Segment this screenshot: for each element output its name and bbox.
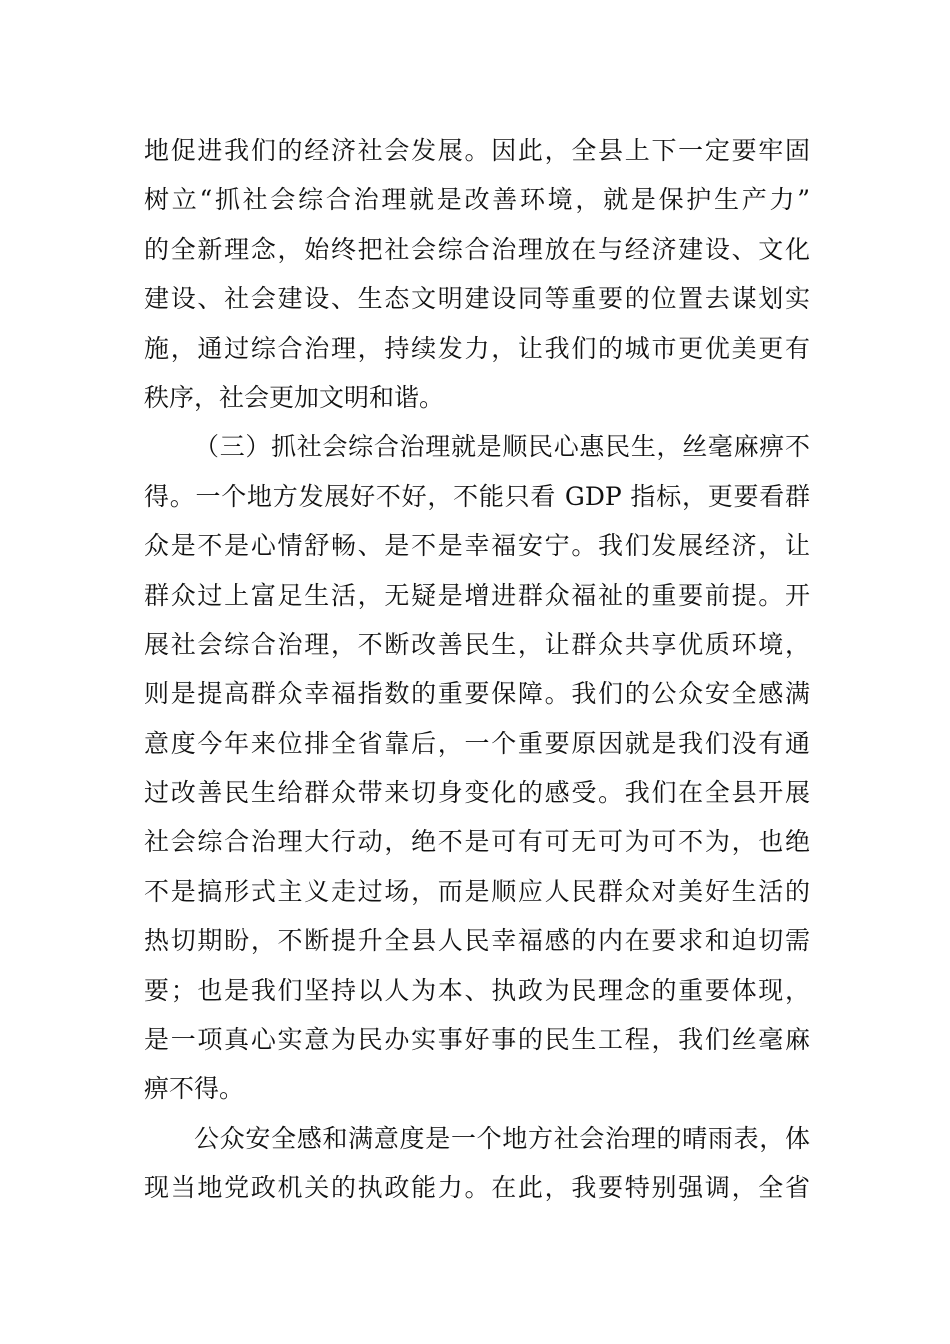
text-line: 树立“抓社会综合治理就是改善环境，就是保护生产力” [144, 185, 810, 215]
text-line: 意度今年来位排全省靠后，一个重要原因就是我们没有通 [144, 728, 810, 758]
text-line: 地促进我们的经济社会发展。因此，全县上下一定要牢固 [144, 136, 810, 165]
text-line: 社会综合治理大行动，绝不是可有可无可为可不为，也绝 [144, 827, 810, 857]
paragraph-3 [144, 1114, 810, 1213]
text-line: 则是提高群众幸福指数的重要保障。我们的公众安全感满 [144, 679, 810, 709]
text-line: 不是搞形式主义走过场，而是顺应人民群众对美好生活的 [144, 876, 810, 906]
text-line: 的全新理念，始终把社会综合治理放在与经济建设、文化 [144, 234, 810, 264]
text-line: 要；也是我们坚持以人为本、执政为民理念的重要体现， [144, 975, 810, 1005]
text-line: 痹不得。 [144, 1074, 245, 1104]
text-line: （三）抓社会综合治理就是顺民心惠民生，丝毫麻痹不 [194, 432, 810, 462]
text-line: 建设、社会建设、生态文明建设同等重要的位置去谋划实 [144, 284, 810, 314]
document-body [144, 126, 810, 1213]
text-line: 展社会综合治理，不断改善民生，让群众共享优质环境， [144, 629, 810, 659]
text-line: 众是不是心情舒畅、是不是幸福安宁。我们发展经济，让 [144, 531, 810, 561]
text-line: 热切期盼，不断提升全县人民幸福感的内在要求和迫切需 [144, 926, 810, 956]
text-line: 现当地党政机关的执政能力。在此，我要特别强调，全省 [144, 1173, 810, 1203]
text-line: 公众安全感和满意度是一个地方社会治理的晴雨表，体 [194, 1123, 810, 1153]
text-line: 群众过上富足生活，无疑是增进群众福祉的重要前提。开 [144, 580, 810, 610]
paragraph-2 [144, 422, 810, 1113]
text-line: 施，通过综合治理，持续发力，让我们的城市更优美更有 [144, 333, 810, 363]
paragraph-1 [144, 126, 810, 422]
text-line: 是一项真心实意为民办实事好事的民生工程，我们丝毫麻 [144, 1025, 810, 1055]
text-line: 得。一个地方发展好不好，不能只看 GDP 指标，更要看群 [144, 481, 810, 511]
text-line: 过改善民生给群众带来切身变化的感受。我们在全县开展 [144, 778, 810, 808]
text-line: 秩序，社会更加文明和谐。 [144, 382, 445, 412]
